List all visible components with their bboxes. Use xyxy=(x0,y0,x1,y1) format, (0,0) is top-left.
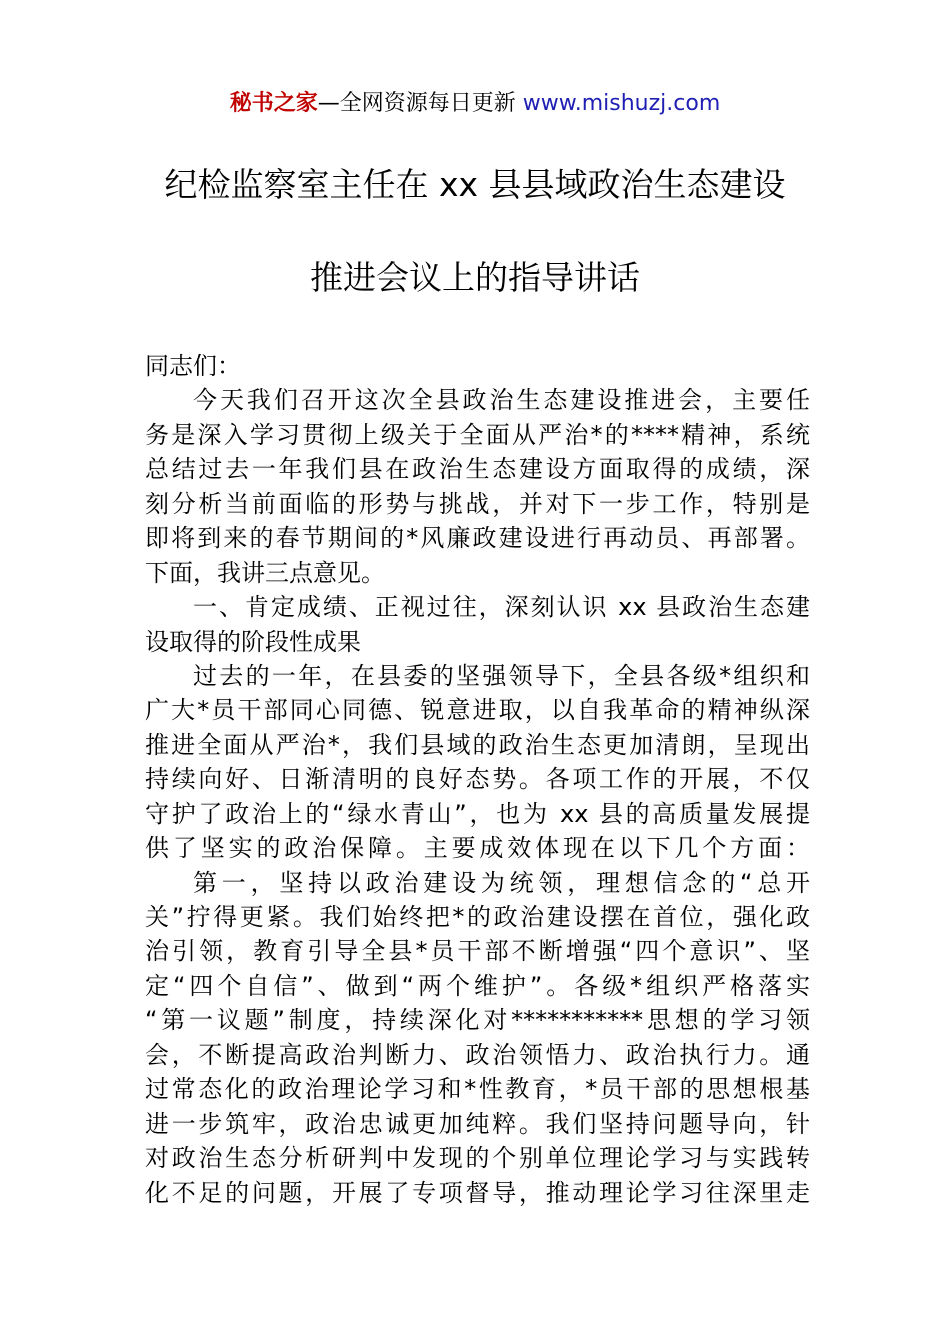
site-tagline: —全网资源每日更新 xyxy=(317,91,523,116)
body-line: 设取得的阶段性成果 xyxy=(145,627,361,656)
body-line: 持续向好、日渐清明的良好态势。各项工作的开展，不仅 xyxy=(145,765,810,794)
body-line: “第一议题”制度，持续深化对***********思想的学习领 xyxy=(145,1006,810,1035)
body-line: 关”拧得更紧。我们始终把*的政治建设摆在首位，强化政 xyxy=(145,903,810,931)
body-line: 供了坚实的政治保障。主要成效体现在以下几个方面： xyxy=(145,834,810,863)
document-title-line-1: 纪检监察室主任在 xx 县县域政治生态建设 xyxy=(164,165,786,204)
body-line: 务是深入学习贯彻上级关于全面从严治*的****精神，系统 xyxy=(145,420,810,449)
body-line: 同志们： xyxy=(145,352,241,380)
body-line: 定“四个自信”、做到“两个维护”。各级*组织严格落实 xyxy=(145,971,810,1000)
body-line: 下面，我讲三点意见。 xyxy=(145,558,385,587)
site-header xyxy=(0,88,950,120)
body-line: 过常态化的政治理论学习和*性教育，*员干部的思想根基 xyxy=(145,1075,810,1104)
body-line: 过去的一年，在县委的坚强领导下，全县各级*组织和 xyxy=(193,661,810,690)
body-line: 广大*员干部同心同德、锐意进取，以自我革命的精神纵深 xyxy=(145,696,810,725)
document-body xyxy=(145,349,810,1210)
body-line: 刻分析当前面临的形势与挑战，并对下一步工作，特别是 xyxy=(145,489,810,518)
body-line: 进一步筑牢，政治忠诚更加纯粹。我们坚持问题导向，针 xyxy=(145,1109,810,1138)
body-line: 守护了政治上的“绿水青山”，也为 xx 县的高质量发展提 xyxy=(145,799,810,828)
body-line: 一、肯定成绩、正视过往，深刻认识 xx 县政治生态建 xyxy=(193,593,810,622)
body-line: 推进全面从严治*，我们县域的政治生态更加清朗，呈现出 xyxy=(145,730,810,759)
body-line: 化不足的问题，开展了专项督导，推动理论学习往深里走 xyxy=(145,1178,810,1207)
body-line: 会，不断提高政治判断力、政治领悟力、政治执行力。通 xyxy=(145,1040,810,1069)
site-url-link[interactable]: www.mishuzj.com xyxy=(522,91,721,116)
body-line: 今天我们召开这次全县政治生态建设推进会，主要任 xyxy=(193,386,810,415)
body-line: 对政治生态分析研判中发现的个别单位理论学习与实践转 xyxy=(145,1144,810,1173)
body-line: 治引领，教育引导全县*员干部不断增强“四个意识”、坚 xyxy=(145,937,810,966)
body-line: 总结过去一年我们县在政治生态建设方面取得的成绩，深 xyxy=(145,455,810,484)
document-title-line-2: 推进会议上的指导讲话 xyxy=(310,258,640,297)
body-line: 即将到来的春节期间的*风廉政建设进行再动员、再部署。 xyxy=(145,524,810,553)
body-line: 第一，坚持以政治建设为统领，理想信念的“总开 xyxy=(193,868,810,897)
site-brand: 秘书之家 xyxy=(229,91,318,116)
